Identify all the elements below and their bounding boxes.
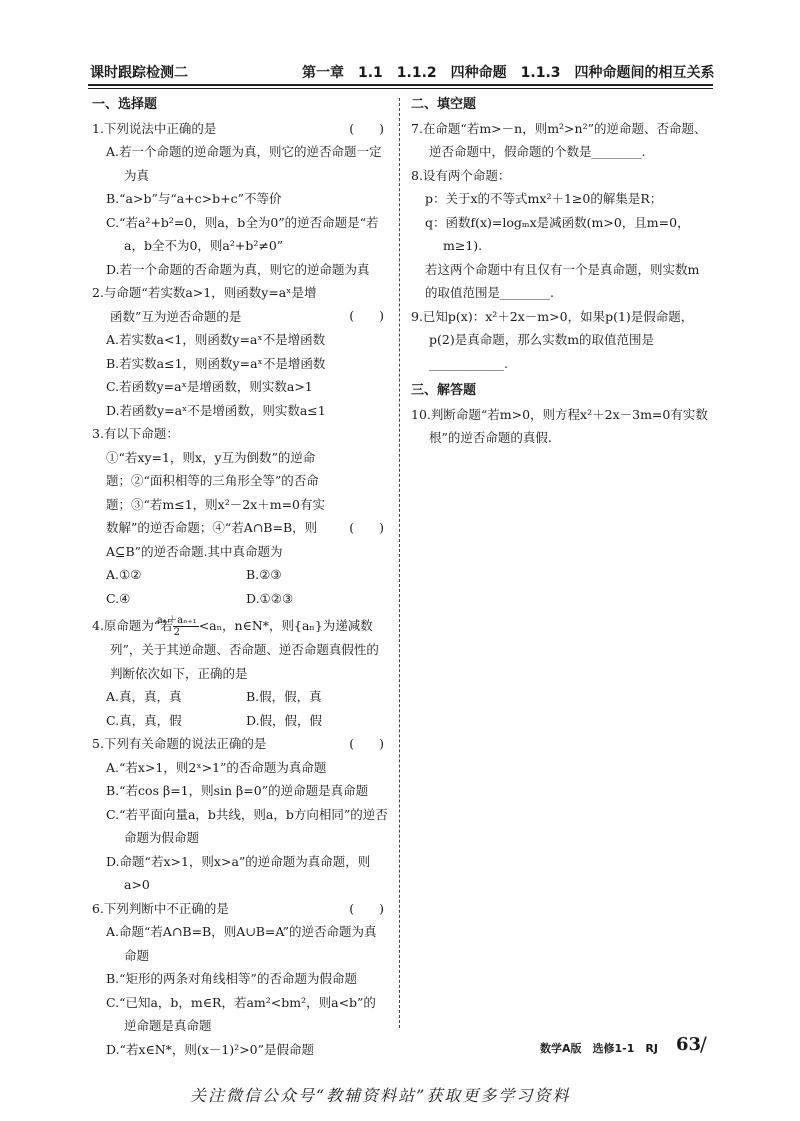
fraction-denominator: 2 xyxy=(173,627,180,638)
q1-option-a: A.若一个命题的逆命题为真，则它的逆否命题一定为真 xyxy=(106,144,382,183)
question-3-stem: 3.有以下命题： xyxy=(92,426,179,441)
question-4-stem xyxy=(92,614,388,685)
q6-option-c: C.“已知a，b，m∈R，若am²<bm²，则a<b”的逆命题是真命题 xyxy=(106,994,376,1033)
q4-options-row-2 xyxy=(92,709,388,733)
question-2 xyxy=(92,281,388,328)
q4-option-d: D.假，假，假 xyxy=(246,712,323,728)
q1-option-d: D.若一个命题的否命题为真，则它的逆命题为真 xyxy=(106,261,370,277)
question-10: 10.判断命题“若m>0，则方程x²＋2x－3m=0有实数根”的逆否命题的真假. xyxy=(411,406,708,445)
q3-option-b: B.②③ xyxy=(246,567,282,582)
question-9: 9.已知p(x)：x²＋2x－m>0，如果p(1)是假命题，p(2)是真命题，那么实数m的取值范围是____________. xyxy=(411,308,694,371)
question-6 xyxy=(92,897,388,921)
q6-option-d: D.“若x∈N*，则(x－1)²>0”是假命题 xyxy=(106,1041,315,1057)
question-3 xyxy=(92,422,388,563)
header-rule xyxy=(88,84,713,86)
column-divider xyxy=(399,98,400,1028)
question-1-stem: 1.下列说法中正确的是 xyxy=(92,120,217,136)
fraction-numerator: aₙ＋aₙ₊₁ xyxy=(156,615,197,626)
q4-option-c: C.真，真，假 xyxy=(106,712,182,728)
right-column xyxy=(411,93,709,450)
question-8-q: q：函数f(x)=logₘx是减函数(m>0，且m=0，m≥1). xyxy=(425,214,690,253)
left-column xyxy=(92,93,388,1061)
q5-option-c: C.“若平面向量a，b共线，则a，b方向相同”的逆否命题为假命题 xyxy=(106,806,388,845)
q3-options-row-1 xyxy=(92,563,388,587)
q3-option-c: C.④ xyxy=(106,590,131,606)
section-answer-title: 三、解答题 xyxy=(411,383,477,398)
q2-option-b: B.若实数a≤1，则函数y=aˣ不是增函数 xyxy=(106,355,326,371)
q2-option-d: D.若函数y=aˣ不是增函数，则实数a≤1 xyxy=(106,402,326,418)
answer-paren: ( ) xyxy=(349,308,384,323)
question-1 xyxy=(92,117,388,141)
watermark-text: 关注微信公众号“教辅资料站”获取更多学习资料 xyxy=(190,1086,571,1105)
answer-paren: ( ) xyxy=(349,736,384,751)
q3-options-row-2 xyxy=(92,587,388,611)
answer-paren: ( ) xyxy=(349,900,384,916)
question-5-stem: 5.下列有关命题的说法正确的是 xyxy=(92,736,267,751)
question-5 xyxy=(92,732,388,756)
question-4-prefix: 4.原命题为“若 xyxy=(92,618,173,633)
question-7: 7.在命题“若m>－n，则m²>n²”的逆命题、否命题、逆否命题中，假命题的个数是________. xyxy=(411,120,707,159)
question-8-p: p：关于x的不等式mx²＋1≥0的解集是R； xyxy=(425,191,663,206)
q6-option-a: A.命题“若A∩B=B，则A∪B=A”的逆否命题为真命题 xyxy=(106,924,377,963)
question-4-fraction xyxy=(156,615,199,638)
q4-option-b: B.假，假，真 xyxy=(246,689,322,704)
footer-book-label: 数学A版 选修1-1 RJ xyxy=(540,1042,658,1055)
question-2-stem: 2.与命题“若实数a>1，则函数y=aˣ是增函数”互为逆否命题的是 xyxy=(92,285,317,324)
section-fill-title: 二、填空题 xyxy=(411,97,477,112)
question-8-tail: 若这两个命题中有且仅有一个是真命题，则实数m的取值范围是________. xyxy=(425,261,700,300)
header-rule-thin xyxy=(88,88,713,89)
q4-option-a: A.真，真，真 xyxy=(106,689,182,704)
question-3-body: ①“若xy=1，则x，y互为倒数”的逆命题；②“面积相等的三角形全等”的否命题；③“若m≤1，则x²－2x＋m=0有实数解”的逆否命题；④“若A∩B=B，则A⊆B”的逆否命题.其中真命题为 xyxy=(106,449,326,559)
question-8-stem: 8.设有两个命题： xyxy=(411,167,511,183)
q3-option-a: A.①② xyxy=(106,567,142,582)
question-4-suffix: <aₙ，n∈N*，则{aₙ}为递减数列”，关于其逆命题、否命题、逆否命题真假性的判断依次如下，正确的是 xyxy=(110,618,379,681)
footer-slash: / xyxy=(700,1032,707,1056)
header-chapter-title: 第一章 1.1 1.1.2 四种命题 1.1.3 四种命题间的相互关系 xyxy=(302,65,715,81)
q3-option-d: D.①②③ xyxy=(246,590,294,606)
q5-option-a: A.“若x>1，则2ˣ>1”的否命题为真命题 xyxy=(106,759,327,775)
q5-option-d: D.命题“若x>1，则x>a”的逆命题为真命题，则a>0 xyxy=(106,853,371,892)
header-left-title: 课时跟踪检测二 xyxy=(90,65,188,81)
q4-options-row-1 xyxy=(92,685,388,709)
q1-option-c: C.“若a²+b²=0，则a，b全为0”的逆否命题是“若a，b全不为0，则a²+b²≠0” xyxy=(106,214,379,253)
q1-option-b: B.“a>b”与“a+c>b+c”不等价 xyxy=(106,191,282,206)
q6-option-b: B.“矩形的两条对角线相等”的否命题为假命题 xyxy=(106,971,357,986)
q5-option-b: B.“若cos β=1，则sin β=0”的逆命题是真命题 xyxy=(106,783,369,798)
section-choice-title: 一、选择题 xyxy=(92,97,158,112)
answer-paren: ( ) xyxy=(349,520,384,535)
answer-paren: ( ) xyxy=(349,120,384,136)
page-number: 63 xyxy=(676,1034,702,1055)
q2-option-c: C.若函数y=aˣ是增函数，则实数a>1 xyxy=(106,379,313,394)
question-6-stem: 6.下列判断中不正确的是 xyxy=(92,900,229,916)
question-4 xyxy=(92,614,388,685)
q2-option-a: A.若实数a<1，则函数y=aˣ不是增函数 xyxy=(106,332,326,347)
